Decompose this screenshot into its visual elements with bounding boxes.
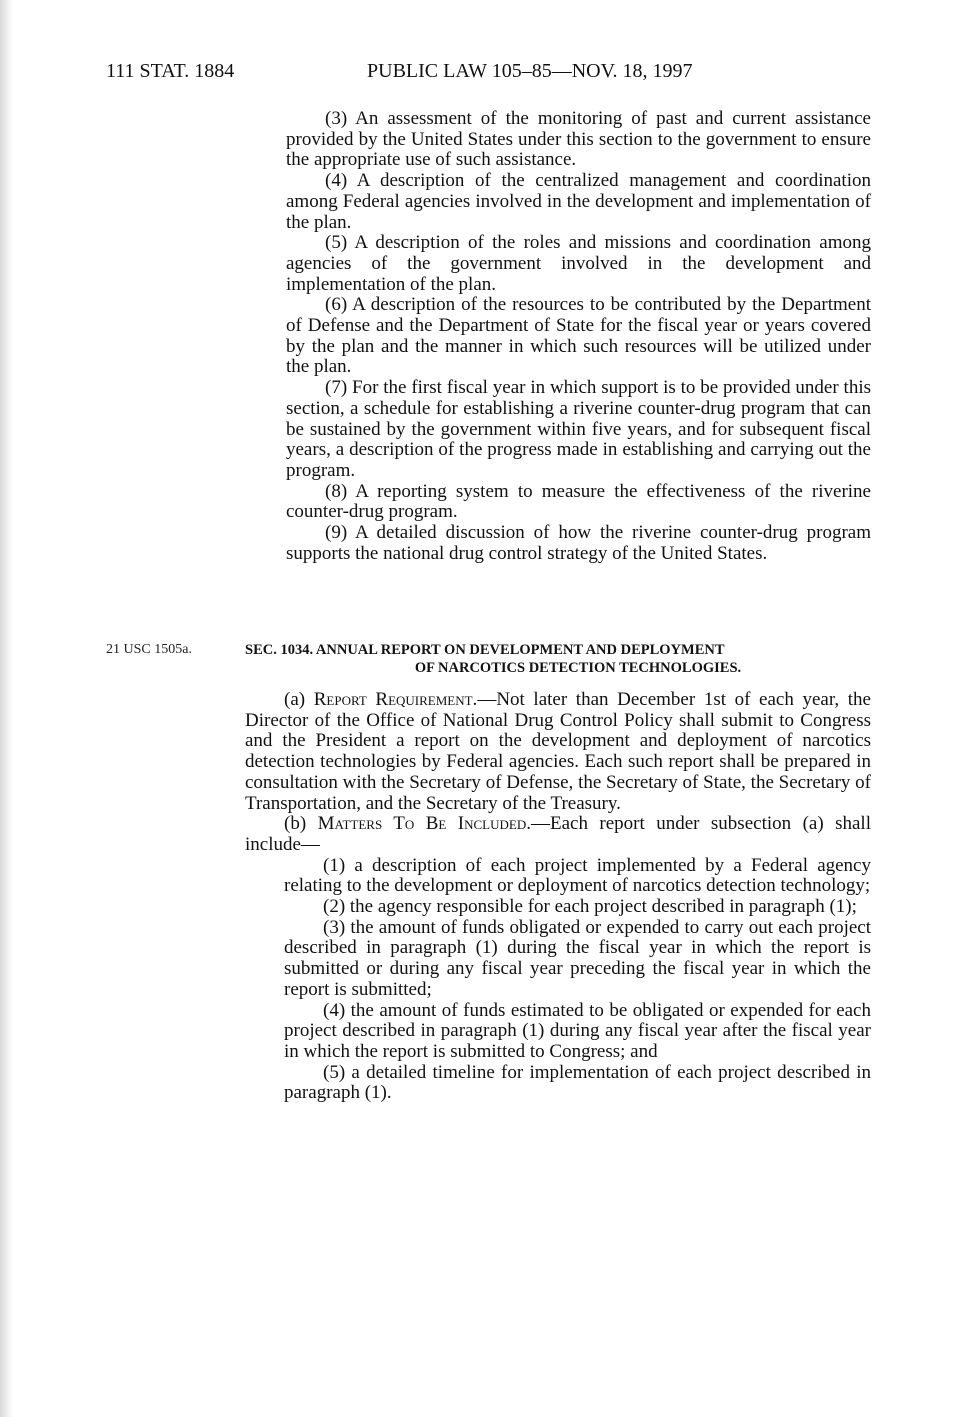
usc-margin-note: 21 USC 1505a. (106, 642, 192, 657)
section-body (245, 690, 871, 1104)
subsection-b-heading: Matters To Be Included. (317, 813, 531, 835)
public-law-title: PUBLIC LAW 105–85—NOV. 18, 1997 (367, 60, 693, 82)
item-5: (5) a detailed timeline for implementation of each project described in paragraph (1). (284, 1061, 871, 1104)
paragraph-9: (9) A detailed discussion of how the riverine counter-drug program supports the national drug control strategy of the United States. (286, 522, 871, 564)
subsection-b-text: —Each report under subsection (a) shall include— (245, 813, 871, 855)
item-1: (1) a description of each project implemented by a Federal agency relating to the development or deployment of narcotics detection technology; (284, 854, 871, 897)
item-4: (4) the amount of funds estimated to be obligated or expended for each project described in paragraph (1) during any fiscal year after the fiscal year in which the report is submitted to Congress; and (284, 999, 871, 1062)
paragraph-8: (8) A reporting system to measure the effectiveness of the riverine counter-drug program. (286, 480, 871, 523)
page-edge-shadow (0, 0, 14, 1417)
subsection-b-label: (b) (284, 813, 318, 835)
stat-page-number: 111 STAT. 1884 (106, 60, 235, 82)
paragraph-4: (4) A description of the centralized management and coordination among Federal agencies involved in the development and implementation of the plan. (286, 170, 871, 233)
section-heading-line2: OF NARCOTICS DETECTION TECHNOLOGIES. (414, 660, 742, 676)
item-3: (3) the amount of funds obligated or expended to carry out each project described in paragraph (1) during the fiscal year in which the report is submitted or during any fiscal year preceding the fiscal year in which the report is submitted; (284, 916, 871, 1000)
subsection-a-text: —Not later than December 1st of each year, the Director of the Office of National Drug Control Policy shall submit to Congress and the President a report on the development and deployment of narcotics detection technologies by Federal agencies. Each such report shall be prepared in consultation with the Secretary of Defense, the Secretary of State, the Secretary of Transportation, and the Secretary of the Treasury. (245, 689, 871, 814)
subsection-a (245, 690, 871, 814)
subsection-b (245, 814, 871, 855)
paragraph-7: (7) For the first fiscal year in which support is to be provided under this section, a schedule for establishing a riverine counter-drug program that can be sustained by the government within five years, and for subsequent fiscal years, a description of the progress made in establishing and carrying out the program. (286, 377, 871, 481)
paragraph-6: (6) A description of the resources to be contributed by the Department of Defense and the Department of State for the fiscal year or years covered by the plan and the manner in which such resources will be utilized under the plan. (286, 294, 871, 378)
subsection-a-heading: Report Requirement. (313, 689, 478, 710)
section-heading-line1: SEC. 1034. ANNUAL REPORT ON DEVELOPMENT AND DEPLOYMENT (245, 642, 725, 658)
subsection-a-label: (a) (284, 689, 314, 710)
item-2: (2) the agency responsible for each project described in paragraph (1); (323, 896, 857, 918)
paragraph-5: (5) A description of the roles and missions and coordination among agencies of the government involved in the development and implementation of the plan. (286, 232, 871, 295)
section-heading (245, 641, 871, 677)
paragraph-3: (3) An assessment of the monitoring of past and current assistance provided by the United States under this section to the government to ensure the appropriate use of such assistance. (286, 108, 871, 171)
plan-requirements-list (286, 109, 871, 564)
